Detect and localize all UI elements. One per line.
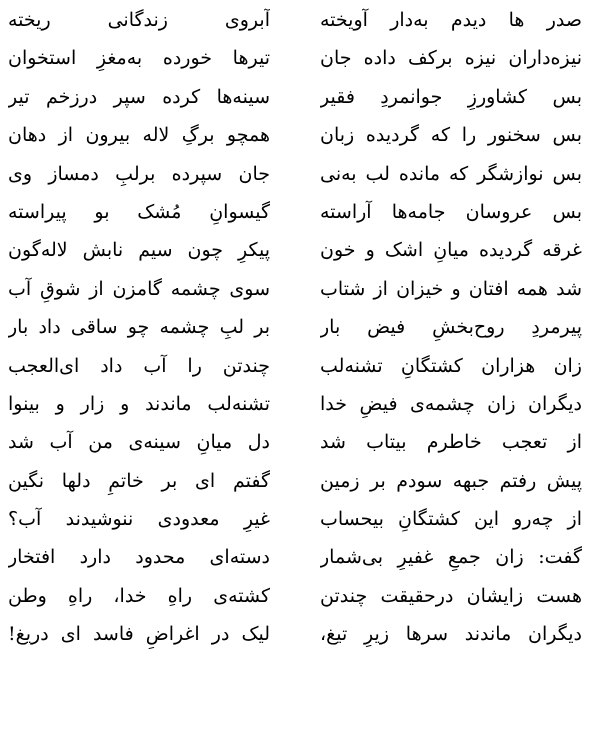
first-hemistich: دیگران ماندند سرها زیرِ تیغ، xyxy=(320,623,582,646)
second-hemistich: دسته‌ای محدود دارد افتخار xyxy=(8,546,270,569)
second-hemistich: تشنه‌لب ماندند و زار و بینوا xyxy=(8,392,270,415)
couplet xyxy=(8,0,582,38)
couplet xyxy=(8,154,582,192)
couplet xyxy=(8,38,582,76)
second-hemistich: سینه‌ها کرده سپر درزخم تیر xyxy=(8,85,270,108)
second-hemistich: همچو برگِ لاله بیرون از دهان xyxy=(8,124,270,147)
second-hemistich: چندتن را آب داد ای‌العجب xyxy=(8,354,270,377)
couplet xyxy=(8,576,582,614)
first-hemistich: از تعجب خاطرم بیتاب شد xyxy=(320,431,582,454)
first-hemistich: صدر ها دیدم به‌دار آویخته xyxy=(320,9,582,31)
second-hemistich: غیرِ معدودی ننوشیدند آب؟ xyxy=(8,508,270,531)
second-hemistich: دل میانِ سینه‌ی من آب شد xyxy=(8,431,270,454)
couplet-list xyxy=(8,0,582,653)
couplet xyxy=(8,307,582,345)
second-hemistich: تیرها خورده به‌مغزِ استخوان xyxy=(8,47,270,70)
first-hemistich: بس نوازشگر که مانده لب به‌نی xyxy=(320,162,582,185)
second-hemistich: گیسوانِ مُشک بو پیراسته xyxy=(8,200,270,223)
couplet xyxy=(8,230,582,268)
couplet xyxy=(8,269,582,307)
first-hemistich: گفت: زان جمعِ غفیرِ بی‌شمار xyxy=(320,546,582,569)
couplet xyxy=(8,422,582,460)
first-hemistich: غرقه گردیده میانِ اشک و خون xyxy=(320,239,582,262)
second-hemistich: پیکرِ چون سیم نابش لاله‌گون xyxy=(8,239,270,262)
couplet xyxy=(8,499,582,537)
first-hemistich: پیرمردِ روح‌بخشِ فیض بار xyxy=(320,316,582,339)
couplet xyxy=(8,384,582,422)
first-hemistich: بس سخنور را که گردیده زبان xyxy=(320,124,582,147)
couplet xyxy=(8,537,582,575)
first-hemistich: هست زایشان درحقیقت چندتن xyxy=(320,584,582,607)
first-hemistich: نیزه‌داران نیزه برکف داده جان xyxy=(320,47,582,70)
first-hemistich: بس کشاورزِ جوانمردِ فقیر xyxy=(320,85,582,108)
couplet xyxy=(8,614,582,652)
couplet xyxy=(8,115,582,153)
first-hemistich: دیگران زان چشمه‌ی فیضِ خدا xyxy=(320,392,582,415)
couplet xyxy=(8,461,582,499)
first-hemistich: زان هزاران کشتگانِ تشنه‌لب xyxy=(320,354,582,377)
couplet xyxy=(8,77,582,115)
couplet xyxy=(8,346,582,384)
first-hemistich: از چه‌رو این کشتگانِ بیحساب xyxy=(320,508,582,531)
first-hemistich: شد همه افتان و خیزان از شتاب xyxy=(320,277,582,300)
second-hemistich: سوی چشمه گامزن از شوقِ آب xyxy=(8,277,270,300)
second-hemistich: کشته‌ی راهِ خدا، راهِ وطن xyxy=(8,584,270,607)
second-hemistich: گفتم ای بر خاتمِ دلها نگین xyxy=(8,469,270,492)
couplet xyxy=(8,192,582,230)
second-hemistich: لیک در اغراضِ فاسد ای دریغ! xyxy=(8,623,270,646)
second-hemistich: بر لبِ چشمه چو ساقی داد بار xyxy=(8,316,270,339)
first-hemistich: بس عروسان جامه‌ها آراسته xyxy=(320,200,582,223)
first-hemistich: پیش رفتم جبهه سودم بر زمین xyxy=(320,469,582,492)
second-hemistich: آبروی زندگانی ریخته xyxy=(8,9,270,31)
second-hemistich: جان سپرده برلبِ دمساز وی xyxy=(8,162,270,185)
